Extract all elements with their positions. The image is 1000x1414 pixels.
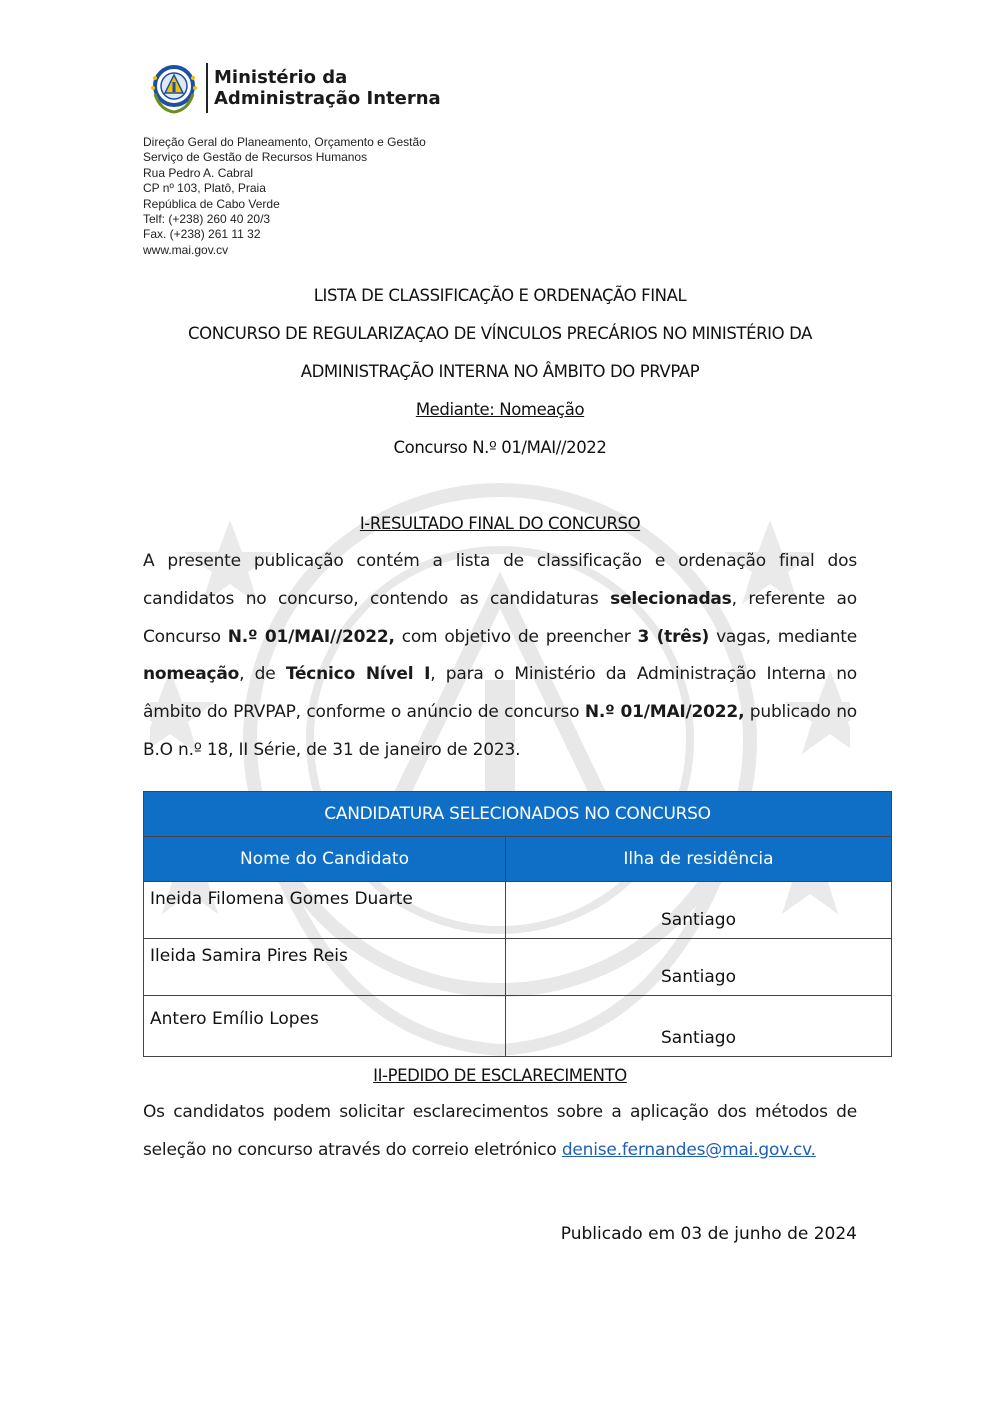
cabo-verde-coat-of-arms-icon	[146, 60, 202, 116]
contest-title-line-2: ADMINISTRAÇÃO INTERNA NO ÂMBITO DO PRVPAP	[300, 362, 700, 381]
candidate-island: Santiago	[506, 939, 892, 996]
section-2-heading: II-PEDIDO DE ESCLARECIMENTO	[373, 1066, 627, 1085]
candidate-name: Antero Emílio Lopes	[144, 996, 506, 1057]
paragraph-bold: Técnico Nível I	[285, 664, 431, 685]
website-link[interactable]: www.mai.gov.cv	[143, 242, 229, 257]
address-line: Telf: (+238) 260 40 20/3	[143, 212, 271, 227]
paragraph-text: A presente publicação contém a lista de classificação e ordenação final dos candidatos no concurso, contendo as candidaturas	[143, 551, 857, 609]
contest-number: Concurso N.º 01/MAI//2022	[393, 438, 607, 457]
paragraph-bold: selecionadas	[610, 588, 732, 609]
logo-line-2: Administração Interna	[214, 88, 441, 109]
candidate-name: Ineida Filomena Gomes Duarte	[144, 882, 506, 939]
paragraph-text: vagas, mediante	[709, 626, 858, 647]
table-title: CANDIDATURA SELECIONADOS NO CONCURSO	[144, 792, 892, 837]
publication-date: Publicado em 03 de junho de 2024	[560, 1224, 857, 1244]
clarification-paragraph	[143, 1094, 857, 1170]
results-paragraph	[143, 543, 857, 770]
paragraph-text: Os candidatos podem solicitar esclarecimentos sobre a aplicação dos métodos de seleção no concurso através do correio eletrónico	[143, 1102, 857, 1160]
paragraph-bold: 3 (três)	[637, 626, 710, 647]
table-row	[144, 882, 892, 939]
paragraph-text: , para o Ministério da Administração Interna no âmbito do PRVPAP, conforme o anúncio de concurso	[143, 664, 857, 723]
table-row	[144, 996, 892, 1057]
paragraph-bold: N.º 01/MAI//2022,	[227, 626, 395, 647]
email-link[interactable]: denise.fernandes@mai.gov.cv.	[561, 1139, 816, 1160]
candidate-name: Ileida Samira Pires Reis	[144, 939, 506, 996]
paragraph-text: , de	[239, 664, 286, 685]
column-header-island: Ilha de residência	[506, 837, 892, 882]
section-1-heading: I-RESULTADO FINAL DO CONCURSO	[359, 514, 641, 533]
table-header-row	[144, 837, 892, 882]
table-row	[144, 939, 892, 996]
address-line: Rua Pedro A. Cabral	[143, 165, 254, 180]
column-header-name: Nome do Candidato	[144, 837, 506, 882]
logo-line-1: Ministério da	[214, 67, 348, 88]
candidate-island: Santiago	[506, 996, 892, 1057]
contest-title-line-1: CONCURSO DE REGULARIZAÇAO DE VÍNCULOS PRECÁRIOS NO MINISTÉRIO DA	[188, 324, 812, 343]
candidate-island: Santiago	[506, 882, 892, 939]
paragraph-bold: N.º 01/MAI/2022,	[584, 702, 745, 723]
candidates-table	[143, 791, 892, 1057]
paragraph-bold: nomeação	[143, 664, 240, 685]
table-title-row	[144, 792, 892, 837]
address-line: Serviço de Gestão de Recursos Humanos	[143, 150, 368, 165]
address-line: República de Cabo Verde	[143, 196, 280, 211]
address-block	[143, 135, 426, 258]
document-title: LISTA DE CLASSIFICAÇÃO E ORDENAÇÃO FINAL	[313, 286, 687, 305]
paragraph-text: , referente ao Concurso	[143, 588, 857, 647]
logo-divider	[206, 63, 208, 113]
mediante-subtitle: Mediante: Nomeação	[415, 400, 585, 419]
paragraph-text: publicado no B.O n.º 18, II Série, de 31 de janeiro de 2023.	[143, 702, 857, 760]
address-line: CP nº 103, Platô, Praia	[143, 181, 266, 196]
ministry-name	[214, 67, 441, 109]
address-line: Direção Geral do Planeamento, Orçamento e Gestão	[143, 135, 426, 149]
ministry-logo	[146, 60, 441, 116]
paragraph-text: com objetivo de preencher	[394, 626, 638, 647]
address-line: Fax. (+238) 261 11 32	[143, 227, 261, 242]
